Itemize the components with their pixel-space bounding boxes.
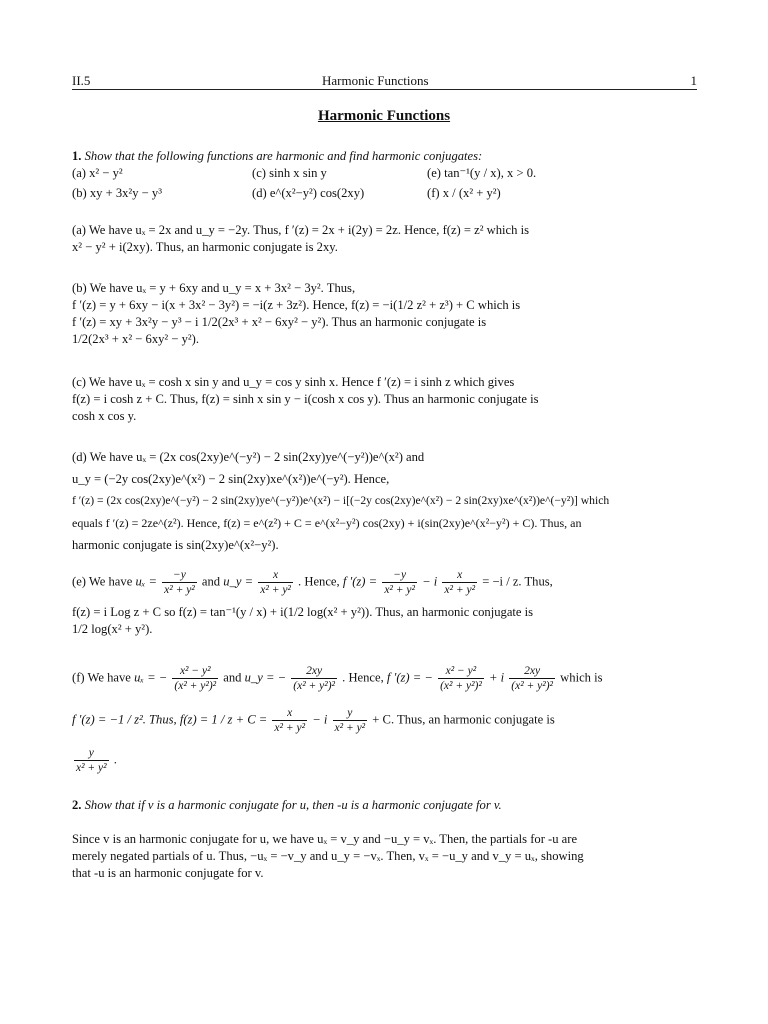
solution-c-line: f(z) = i cosh z + C. Thus, f(z) = sinh x sin y − i(cosh x cos y). Thus an harmonic conjugate is: [72, 392, 539, 406]
function-b: (b) xy + 3x²y − y³: [72, 186, 162, 200]
problem-1-number: 1.: [72, 149, 82, 163]
solution-e-line-2: f(z) = i Log z + C so f(z) = tan⁻¹(y / x) + i(1/2 log(x² + y²)). Thus, an harmonic conjugate is: [72, 605, 534, 619]
solution-d: [72, 446, 702, 556]
solution-d-line: u_y = (−2y cos(2xy)e^(x²) − 2 sin(2xy)xe^(x²))e^(−y²). Hence,: [72, 472, 390, 486]
denominator: x² + y²: [384, 584, 415, 596]
solution-f-line-3: [72, 746, 702, 782]
text: and: [201, 574, 221, 589]
page-header: [72, 72, 697, 90]
problem-2-number: 2.: [72, 798, 82, 812]
denominator: x² + y²: [260, 584, 291, 596]
text: (f) We have: [72, 670, 131, 685]
fraction: [442, 568, 477, 597]
solution-c-line: cosh x cos y.: [72, 409, 137, 423]
solution-b-line: f ′(z) = y + 6xy − i(x + 3x² − 3y²) = −i(z + 3z²). Hence, f(z) = −i(1/2 z² + z³) + C which is: [72, 298, 521, 312]
solution-b-line: f ′(z) = xy + 3x²y − y³ − i 1/2(2x³ + x² − 6xy² − y²). Thus an harmonic conjugate is: [72, 315, 487, 329]
problem-2-prompt: Show that if v is a harmonic conjugate for u, then -u is a harmonic conjugate for v.: [84, 798, 502, 812]
solution-a: [72, 222, 702, 256]
fraction: [509, 664, 555, 693]
solution-d-line: f ′(z) = (2x cos(2xy)e^(−y²) − 2 sin(2xy)ye^(−y²))e^(x²) − i[(−2y cos(2xy)e^(x²) − 2 sin(2xy)xe^(x²))e^(−y²)] which: [72, 494, 610, 507]
math: − i: [312, 712, 328, 727]
math: uₓ =: [135, 574, 157, 589]
fraction: [333, 706, 368, 735]
math: f ′(z) =: [342, 574, 378, 589]
math: − i: [422, 574, 438, 589]
numerator: −y: [162, 568, 197, 583]
text: . Hence,: [298, 574, 340, 589]
solution-e: [72, 568, 702, 638]
solution-a-line: (a) We have uₓ = 2x and u_y = −2y. Thus, f ′(z) = 2x + i(2y) = 2z. Hence, f(z) = z² which is: [72, 223, 529, 237]
numerator: x² − y²: [438, 664, 484, 679]
fraction: [291, 664, 337, 693]
header-divider: [72, 89, 697, 90]
solution-c: [72, 374, 702, 425]
solution-f-line-1: [72, 664, 702, 706]
answer-line: Since v is an harmonic conjugate for u, we have uₓ = v_y and −u_y = vₓ. Then, the partials for -u are: [72, 832, 578, 846]
denominator: x² + y²: [334, 722, 366, 734]
text: + C. Thus, an harmonic conjugate is: [372, 712, 555, 727]
text: (e) We have: [72, 574, 133, 589]
text: . Hence,: [342, 670, 384, 685]
math: f ′(z) = −: [386, 670, 433, 685]
answer-line: that -u is an harmonic conjugate for v.: [72, 866, 264, 880]
solution-b-line: 1/2(2x³ + x² − 6xy² − y²).: [72, 332, 200, 346]
problem-2: [72, 797, 702, 814]
problem-1-row-2: [72, 185, 702, 205]
denominator: (x² + y²)²: [293, 680, 335, 692]
section-number: II.5: [72, 73, 91, 88]
solution-b-line: (b) We have uₓ = y + 6xy and u_y = x + 3x² − 3y². Thus,: [72, 281, 356, 295]
denominator: x² + y²: [76, 762, 107, 774]
solution-f-line-2: [72, 706, 702, 746]
fraction: [272, 706, 307, 735]
math: u_y = −: [244, 670, 287, 685]
answer-line: merely negated partials of u. Thus, −uₓ = −v_y and u_y = −vₓ. Then, vₓ = −u_y and v_y = uₓ, showing: [72, 849, 584, 863]
function-d: (d) e^(x²−y²) cos(2xy): [252, 186, 365, 200]
header-title: Harmonic Functions: [322, 73, 429, 88]
fraction: [258, 568, 293, 597]
text: = −i / z. Thus,: [482, 574, 553, 589]
solution-f: [72, 664, 702, 782]
fraction: [172, 664, 218, 693]
text: .: [113, 752, 117, 767]
solution-d-line: harmonic conjugate is sin(2xy)e^(x²−y²).: [72, 538, 279, 552]
numerator: y: [333, 706, 368, 721]
fraction: [162, 568, 197, 597]
problem-1: [72, 148, 702, 205]
denominator: x² + y²: [444, 584, 476, 596]
math: + i: [488, 670, 505, 685]
problem-1-row-1: [72, 165, 702, 185]
function-f: (f) x / (x² + y²): [427, 186, 501, 200]
solution-a-line: x² − y² + i(2xy). Thus, an harmonic conjugate is 2xy.: [72, 240, 338, 254]
math: f ′(z) = −1 / z². Thus, f(z) = 1 / z + C =: [72, 712, 268, 727]
solution-c-line: (c) We have uₓ = cosh x sin y and u_y = cos y sinh x. Hence f ′(z) = i sinh z which gives: [72, 375, 515, 389]
problem-1-prompt: Show that the following functions are harmonic and find harmonic conjugates:: [84, 149, 483, 163]
solution-b: [72, 280, 702, 348]
problem-2-answer: [72, 831, 702, 882]
denominator: (x² + y²)²: [511, 680, 554, 692]
numerator: 2xy: [291, 664, 337, 679]
math: uₓ = −: [134, 670, 168, 685]
math: u_y =: [223, 574, 254, 589]
numerator: 2xy: [509, 664, 555, 679]
solution-d-line: equals f ′(z) = 2ze^(z²). Hence, f(z) = e^(z²) + C = e^(x²−y²) cos(2xy) + i(sin(2xy)e^(x²−y²) + C). Thus, an: [72, 516, 582, 530]
function-e: (e) tan⁻¹(y / x), x > 0.: [427, 166, 537, 180]
fraction: [438, 664, 484, 693]
numerator: x: [258, 568, 293, 583]
fraction: [382, 568, 417, 597]
solution-e-line-1: [72, 568, 702, 604]
numerator: x: [272, 706, 307, 721]
denominator: x² + y²: [164, 584, 195, 596]
text: and: [223, 670, 242, 685]
solution-d-line: (d) We have uₓ = (2x cos(2xy)e^(−y²) − 2 sin(2xy)ye^(−y²))e^(x²) and: [72, 450, 425, 464]
numerator: x: [442, 568, 477, 583]
function-c: (c) sinh x sin y: [252, 166, 327, 180]
numerator: x² − y²: [172, 664, 218, 679]
numerator: −y: [382, 568, 417, 583]
function-a: (a) x² − y²: [72, 166, 123, 180]
fraction: [74, 746, 109, 775]
page-number: 1: [690, 73, 697, 88]
denominator: (x² + y²)²: [174, 680, 217, 692]
denominator: (x² + y²)²: [440, 680, 482, 692]
numerator: y: [74, 746, 109, 761]
denominator: x² + y²: [274, 722, 306, 734]
solution-e-line-3: 1/2 log(x² + y²).: [72, 622, 153, 636]
text: which is: [560, 670, 603, 685]
document-title: Harmonic Functions: [317, 108, 451, 124]
